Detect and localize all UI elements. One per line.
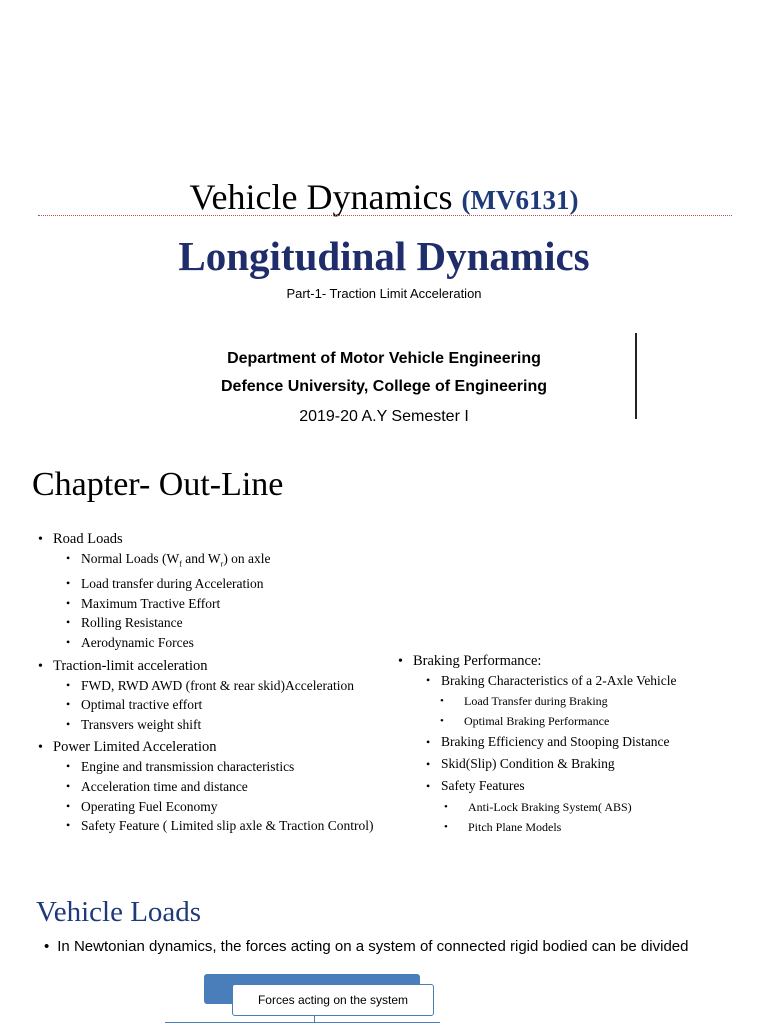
list-item: • Optimal Braking Performance	[440, 711, 768, 731]
semester-label: 2019-20 A.Y Semester I	[299, 408, 469, 425]
list-item: • Load transfer during Acceleration	[66, 574, 408, 594]
slide-title	[0, 176, 768, 218]
list-item: • Maximum Tractive Effort	[66, 594, 408, 614]
list-item: • Pitch Plane Models	[444, 817, 768, 837]
outline-item-braking: • Braking Performance:	[398, 652, 768, 671]
list-item: • Anti-Lock Braking System( ABS)	[444, 797, 768, 817]
diagram-forces-box: Forces acting on the system	[232, 984, 434, 1016]
list-item: • Load Transfer during Braking	[440, 691, 768, 711]
outline-item-road-loads: • Road Loads	[38, 530, 408, 549]
vehicle-loads-body: • In Newtonian dynamics, the forces acting on a system of connected rigid bodied can be divided	[44, 938, 764, 955]
outline-right-column	[398, 652, 768, 837]
outline-title: Chapter- Out-Line	[32, 466, 284, 503]
braking-char-sublist	[426, 691, 768, 731]
list-item: • Operating Fuel Economy	[66, 797, 408, 817]
title-divider	[38, 215, 732, 216]
outline-item-traction: • Traction-limit acceleration	[38, 657, 408, 676]
vehicle-loads-title: Vehicle Loads	[36, 896, 202, 928]
course-code: (MV6131)	[461, 185, 579, 215]
outline-group-traction	[38, 657, 408, 735]
list-item: • Aerodynamic Forces	[66, 633, 408, 653]
university-name: Defence University, College of Engineering	[221, 378, 547, 395]
vertical-divider	[635, 333, 637, 419]
list-item: • Braking Characteristics of a 2-Axle Vehicle	[426, 671, 768, 691]
list-item: • Safety Feature ( Limited slip axle & Traction Control)	[66, 816, 408, 836]
outline-group-road-loads	[38, 530, 408, 653]
outline-left-column	[38, 530, 408, 840]
list-item: • Transvers weight shift	[66, 715, 408, 735]
list-item: • Safety Features	[426, 775, 768, 797]
list-item: • Normal Loads ($W_f$ and $W_r$) on axle	[66, 549, 408, 574]
slide-subtitle: Longitudinal Dynamics	[178, 233, 590, 279]
list-item: • Acceleration time and distance	[66, 777, 408, 797]
outline-item-power: • Power Limited Acceleration	[38, 738, 408, 757]
traction-list	[38, 676, 408, 735]
outline-group-power	[38, 738, 408, 835]
list-item: • Rolling Resistance	[66, 613, 408, 633]
list-item: • Engine and transmission characteristics	[66, 757, 408, 777]
part-caption: Part-1- Traction Limit Acceleration	[286, 286, 482, 301]
power-list	[38, 757, 408, 835]
braking-list	[398, 671, 768, 837]
safety-sublist	[426, 797, 768, 837]
list-item: • FWD, RWD AWD (front & rear skid)Acceleration	[66, 676, 408, 696]
diagram-branch-line	[165, 1022, 440, 1023]
list-item: • Optimal tractive effort	[66, 695, 408, 715]
list-item: • Braking Efficiency and Stooping Distance	[426, 731, 768, 753]
department-name: Department of Motor Vehicle Engineering	[227, 350, 541, 367]
list-item: • Skid(Slip) Condition & Braking	[426, 753, 768, 775]
road-loads-list	[38, 549, 408, 653]
course-title: Vehicle Dynamics	[189, 177, 453, 217]
